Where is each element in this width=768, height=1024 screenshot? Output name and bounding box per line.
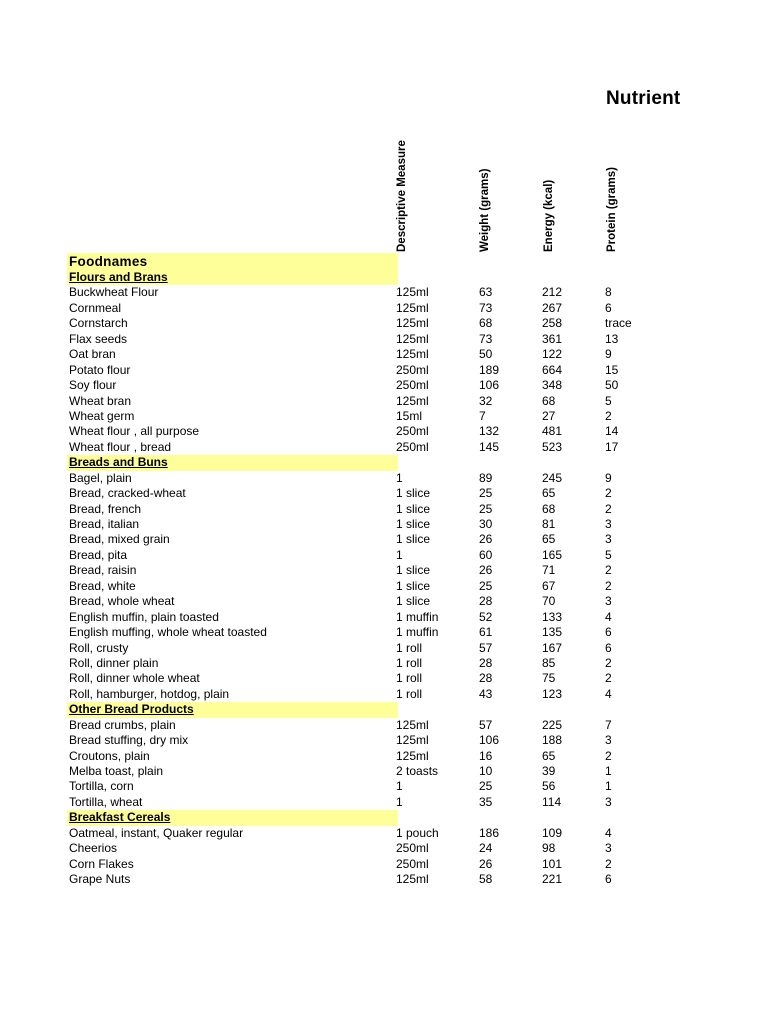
measure-cell: 1 pouch xyxy=(396,825,439,840)
measure-cell: 1 slice xyxy=(396,486,431,501)
energy-cell: 212 xyxy=(542,285,563,300)
energy-cell: 123 xyxy=(542,686,563,701)
measure-cell: 250ml xyxy=(396,439,429,454)
protein-cell: 6 xyxy=(605,625,612,640)
table-row xyxy=(67,532,667,547)
protein-cell: 17 xyxy=(605,439,619,454)
energy-cell: 56 xyxy=(542,779,556,794)
weight-cell: 25 xyxy=(479,578,493,593)
energy-cell: 135 xyxy=(542,625,563,640)
table-row xyxy=(67,749,667,764)
table-row xyxy=(67,502,667,517)
protein-cell: 7 xyxy=(605,717,612,732)
food-name-cell: Bread, white xyxy=(69,578,136,593)
weight-cell: 28 xyxy=(479,671,493,686)
weight-cell: 26 xyxy=(479,856,493,871)
measure-cell: 2 toasts xyxy=(396,764,439,778)
food-name-cell: Roll, dinner whole wheat xyxy=(69,671,200,686)
weight-cell: 106 xyxy=(479,733,500,748)
weight-cell: 16 xyxy=(479,748,493,763)
measure-cell: 15ml xyxy=(396,408,423,423)
food-name-cell: Wheat flour , bread xyxy=(69,439,172,454)
table-row xyxy=(67,563,667,578)
energy-cell: 225 xyxy=(542,717,563,732)
protein-cell: 2 xyxy=(605,655,612,670)
energy-cell: 65 xyxy=(542,748,556,763)
table-row xyxy=(67,548,667,563)
table-row xyxy=(67,471,667,486)
weight-cell: 10 xyxy=(479,764,493,778)
energy-cell: 68 xyxy=(542,501,556,516)
energy-cell: 481 xyxy=(542,424,563,439)
food-name-cell: Bread, pita xyxy=(69,547,128,562)
foodnames-header: Foodnames xyxy=(67,253,398,270)
food-name-cell: Corn Flakes xyxy=(69,856,134,871)
protein-cell: 9 xyxy=(605,470,612,485)
energy-cell: 188 xyxy=(542,733,563,748)
food-name-cell: Tortilla, wheat xyxy=(69,794,143,809)
energy-cell: 98 xyxy=(542,841,556,856)
weight-cell: 43 xyxy=(479,686,493,701)
measure-cell: 250ml xyxy=(396,856,429,871)
table-row xyxy=(67,610,667,625)
measure-cell: 1 roll xyxy=(396,655,423,670)
measure-cell: 1 xyxy=(396,794,403,809)
weight-cell: 50 xyxy=(479,347,493,362)
energy-cell: 65 xyxy=(542,486,556,501)
protein-cell: 3 xyxy=(605,733,612,748)
food-rows xyxy=(67,270,667,888)
food-table xyxy=(67,253,667,888)
measure-cell: 125ml xyxy=(396,285,429,300)
energy-cell: 664 xyxy=(542,362,563,377)
weight-cell: 57 xyxy=(479,640,493,655)
table-row xyxy=(67,872,667,887)
food-name-cell: Oat bran xyxy=(69,347,116,362)
table-row xyxy=(67,826,667,841)
energy-cell: 67 xyxy=(542,578,556,593)
food-name-cell: Bread, mixed grain xyxy=(69,532,170,547)
energy-cell: 65 xyxy=(542,532,556,547)
table-row xyxy=(67,687,667,702)
food-name-cell: Roll, dinner plain xyxy=(69,655,159,670)
food-name-cell: Bread, italian xyxy=(69,517,140,531)
protein-cell: 6 xyxy=(605,300,612,315)
measure-cell: 1 roll xyxy=(396,640,423,655)
food-name-cell: Bread, raisin xyxy=(69,563,137,578)
table-row xyxy=(67,440,667,455)
measure-cell: 1 slice xyxy=(396,563,431,578)
energy-cell: 258 xyxy=(542,316,563,331)
protein-cell: 6 xyxy=(605,872,612,887)
energy-cell: 101 xyxy=(542,856,563,871)
measure-cell: 1 slice xyxy=(396,532,431,547)
weight-cell: 25 xyxy=(479,779,493,794)
energy-cell: 221 xyxy=(542,872,563,887)
food-name-cell: Roll, hamburger, hotdog, plain xyxy=(69,686,230,701)
energy-cell: 68 xyxy=(542,393,556,408)
protein-cell: 4 xyxy=(605,825,612,840)
measure-cell: 125ml xyxy=(396,393,429,408)
food-name-cell: Wheat bran xyxy=(69,393,132,408)
protein-cell: 3 xyxy=(605,841,612,856)
category-header: Other Bread Products xyxy=(67,702,398,717)
food-name-cell: Potato flour xyxy=(69,362,131,377)
table-row xyxy=(67,671,667,686)
energy-cell: 114 xyxy=(542,794,562,809)
table-row xyxy=(67,378,667,393)
measure-cell: 1 xyxy=(396,779,403,794)
table-row xyxy=(67,841,667,856)
protein-cell: 4 xyxy=(605,609,612,624)
protein-cell: 3 xyxy=(605,594,612,609)
weight-cell: 186 xyxy=(479,825,500,840)
food-name-cell: Bread stuffing, dry mix xyxy=(69,733,189,748)
protein-cell: 50 xyxy=(605,378,619,393)
table-row xyxy=(67,332,667,347)
table-row xyxy=(67,424,667,439)
energy-cell: 523 xyxy=(542,439,563,454)
table-row xyxy=(67,656,667,671)
weight-cell: 25 xyxy=(479,486,493,501)
table-row xyxy=(67,486,667,501)
weight-cell: 26 xyxy=(479,563,493,578)
protein-cell: 2 xyxy=(605,486,612,501)
table-row xyxy=(67,347,667,362)
food-name-cell: Bagel, plain xyxy=(69,470,132,485)
weight-cell: 24 xyxy=(479,841,493,856)
protein-cell: 15 xyxy=(605,362,619,377)
table-row xyxy=(67,579,667,594)
protein-cell: 14 xyxy=(605,424,619,439)
weight-cell: 57 xyxy=(479,717,493,732)
protein-cell: 9 xyxy=(605,347,612,362)
energy-cell: 71 xyxy=(542,563,556,578)
table-row xyxy=(67,594,667,609)
weight-cell: 28 xyxy=(479,594,493,609)
weight-cell: 35 xyxy=(479,794,493,809)
food-name-cell: Bread, whole wheat xyxy=(69,594,175,609)
weight-cell: 189 xyxy=(479,362,500,377)
table-row xyxy=(67,733,667,748)
weight-cell: 106 xyxy=(479,378,500,393)
measure-cell: 1 slice xyxy=(396,578,431,593)
weight-cell: 132 xyxy=(479,424,500,439)
energy-cell: 81 xyxy=(542,517,556,531)
table-row xyxy=(67,641,667,656)
food-name-cell: Buckwheat Flour xyxy=(69,285,159,300)
protein-cell: 1 xyxy=(605,764,612,778)
category-header: Breakfast Cereals xyxy=(67,810,398,825)
food-name-cell: Wheat germ xyxy=(69,408,135,423)
measure-cell: 1 slice xyxy=(396,594,431,609)
measure-cell: 1 roll xyxy=(396,671,423,686)
table-row xyxy=(67,409,667,424)
weight-cell: 26 xyxy=(479,532,493,547)
energy-cell: 167 xyxy=(542,640,563,655)
category-header: Breads and Buns xyxy=(67,455,398,470)
measure-cell: 1 xyxy=(396,470,403,485)
protein-cell: 8 xyxy=(605,285,612,300)
protein-cell: 5 xyxy=(605,547,612,562)
table-row xyxy=(67,764,667,779)
food-name-cell: Roll, crusty xyxy=(69,640,129,655)
protein-cell: 3 xyxy=(605,794,612,809)
energy-cell: 348 xyxy=(542,378,563,393)
spreadsheet-page: Nutrient Descriptive Measure Weight (grams) Energy (kcal) Protein (grams) Foodnames Flours and Brans Buckwheat Flour 125ml 63 212 8 Cornmeal 125ml 73 267 6 Cornstarch 125ml 68 258 trace Flax seeds 125ml 73 361 13 Oat bran 125ml 50 122 9 Potato flour 250ml 189 664 15 Soy flour 250ml 106 348 50 Wheat bran 125ml 32 68 5 Wheat germ 15ml 7 27 2 Wheat flour , all purpose 250ml 132 481 14 Wheat flour , bread 250ml 145 523 17 Breads and Buns Bagel, plain 1 89 245 9 Bread, cracked-wheat 1 slice 25 65 2 Bread, french 1 slice 25 68 2 Bread, italian 1 slice 30 81 3 Bread, mixed grain 1 slice 26 65 3 Bread, pita 1 60 165 5 Bread, raisin 1 slice 26 71 2 Bread, white 1 slice 25 67 2 Bread, whole wheat 1 slice 28 70 3 English muffin, plain toasted 1 muffin 52 133 4 English muffing, whole wheat toasted 1 muffin 61 135 6 Roll, crusty 1 roll 57 167 6 Roll, dinner plain 1 roll 28 85 2 Roll, dinner whole wheat 1 roll 28 75 2 Roll, hamburger, hotdog, plain 1 roll 43 123 4 Other Bread Products Bread crumbs, plain 125ml 57 225 7 Bread stuffing, dry mix 125ml 106 188 3 Croutons, plain 125ml 16 65 2 Melba toast, plain 2 toasts 10 39 1 Tortilla, corn 1 25 56 1 Tortilla, wheat 1 35 114 3 Breakfast Cereals Oatmeal, instant, Quaker regular 1 pouch 186 109 4 Cheerios 250ml 24 98 3 Corn Flakes 250ml 26 101 2 Grape Nuts 125ml 58 221 6 xyxy=(69,88,681,887)
food-name-cell: Flax seeds xyxy=(69,331,128,346)
protein-cell: 2 xyxy=(605,501,612,516)
energy-cell: 70 xyxy=(542,594,556,609)
food-name-cell: Soy flour xyxy=(69,378,117,393)
weight-cell: 73 xyxy=(479,331,493,346)
protein-cell: 1 xyxy=(605,779,612,794)
measure-cell: 1 muffin xyxy=(396,625,439,640)
weight-cell: 89 xyxy=(479,470,493,485)
energy-cell: 245 xyxy=(542,470,563,485)
category-header: Flours and Brans xyxy=(67,270,398,285)
measure-cell: 125ml xyxy=(396,872,429,887)
weight-cell: 145 xyxy=(479,439,500,454)
food-name-cell: Cornmeal xyxy=(69,300,122,315)
protein-cell: 3 xyxy=(605,532,612,547)
measure-cell: 125ml xyxy=(396,717,429,732)
weight-cell: 25 xyxy=(479,501,493,516)
measure-cell: 125ml xyxy=(396,733,429,748)
protein-cell: 2 xyxy=(605,748,612,763)
food-name-cell: Bread, cracked-wheat xyxy=(69,486,186,501)
energy-cell: 361 xyxy=(542,331,563,346)
food-name-cell: Grape Nuts xyxy=(69,872,131,887)
weight-cell: 28 xyxy=(479,655,493,670)
weight-cell: 58 xyxy=(479,872,493,887)
table-row xyxy=(67,301,667,316)
energy-cell: 109 xyxy=(542,825,563,840)
protein-cell: 2 xyxy=(605,408,612,423)
protein-cell: 2 xyxy=(605,578,612,593)
food-name-cell: Wheat flour , all purpose xyxy=(69,424,200,439)
food-name-cell: English muffin, plain toasted xyxy=(69,609,219,624)
table-row xyxy=(67,857,667,872)
table-row xyxy=(67,394,667,409)
measure-cell: 250ml xyxy=(396,424,429,439)
food-name-cell: Melba toast, plain xyxy=(69,764,164,778)
weight-cell: 32 xyxy=(479,393,493,408)
measure-cell: 125ml xyxy=(396,748,429,763)
protein-cell: 2 xyxy=(605,671,612,686)
food-name-cell: Bread, french xyxy=(69,501,142,516)
protein-cell: 4 xyxy=(605,686,612,701)
energy-cell: 39 xyxy=(542,764,556,778)
food-name-cell: Tortilla, corn xyxy=(69,779,134,794)
weight-cell: 61 xyxy=(479,625,493,640)
food-name-cell: Cheerios xyxy=(69,841,118,856)
measure-cell: 1 slice xyxy=(396,501,431,516)
protein-cell: 2 xyxy=(605,856,612,871)
measure-cell: 250ml xyxy=(396,378,429,393)
page-title: Nutrient xyxy=(606,88,681,109)
protein-cell: 3 xyxy=(605,517,612,531)
protein-cell: 13 xyxy=(605,331,619,346)
food-name-cell: Oatmeal, instant, Quaker regular xyxy=(69,825,244,840)
measure-cell: 1 muffin xyxy=(396,609,439,624)
table-row xyxy=(67,625,667,640)
weight-cell: 60 xyxy=(479,547,493,562)
protein-cell: 6 xyxy=(605,640,612,655)
energy-cell: 133 xyxy=(542,609,563,624)
food-name-cell: Bread crumbs, plain xyxy=(69,717,176,732)
food-name-cell: English muffing, whole wheat toasted xyxy=(69,625,267,640)
protein-cell: trace xyxy=(605,316,632,331)
protein-cell: 5 xyxy=(605,393,612,408)
weight-cell: 7 xyxy=(479,408,486,423)
protein-cell: 2 xyxy=(605,563,612,578)
energy-cell: 267 xyxy=(542,300,563,315)
table-row xyxy=(67,316,667,331)
table-row xyxy=(67,363,667,378)
measure-cell: 250ml xyxy=(396,362,429,377)
energy-cell: 27 xyxy=(542,408,556,423)
weight-cell: 30 xyxy=(479,517,493,531)
table-row xyxy=(67,517,667,532)
weight-cell: 73 xyxy=(479,300,493,315)
energy-cell: 85 xyxy=(542,655,556,670)
measure-cell: 1 xyxy=(396,547,403,562)
table-row xyxy=(67,779,667,794)
table-row xyxy=(67,718,667,733)
measure-cell: 1 slice xyxy=(396,517,431,531)
energy-cell: 75 xyxy=(542,671,556,686)
energy-cell: 122 xyxy=(542,347,563,362)
table-row xyxy=(67,285,667,300)
measure-cell: 125ml xyxy=(396,347,429,362)
energy-cell: 165 xyxy=(542,547,563,562)
table-row xyxy=(67,795,667,810)
measure-cell: 125ml xyxy=(396,331,429,346)
weight-cell: 52 xyxy=(479,609,493,624)
food-name-cell: Cornstarch xyxy=(69,316,128,331)
measure-cell: 1 roll xyxy=(396,686,423,701)
weight-cell: 68 xyxy=(479,316,493,331)
food-name-cell: Croutons, plain xyxy=(69,748,150,763)
measure-cell: 125ml xyxy=(396,300,429,315)
weight-cell: 63 xyxy=(479,285,493,300)
measure-cell: 125ml xyxy=(396,316,429,331)
measure-cell: 250ml xyxy=(396,841,429,856)
